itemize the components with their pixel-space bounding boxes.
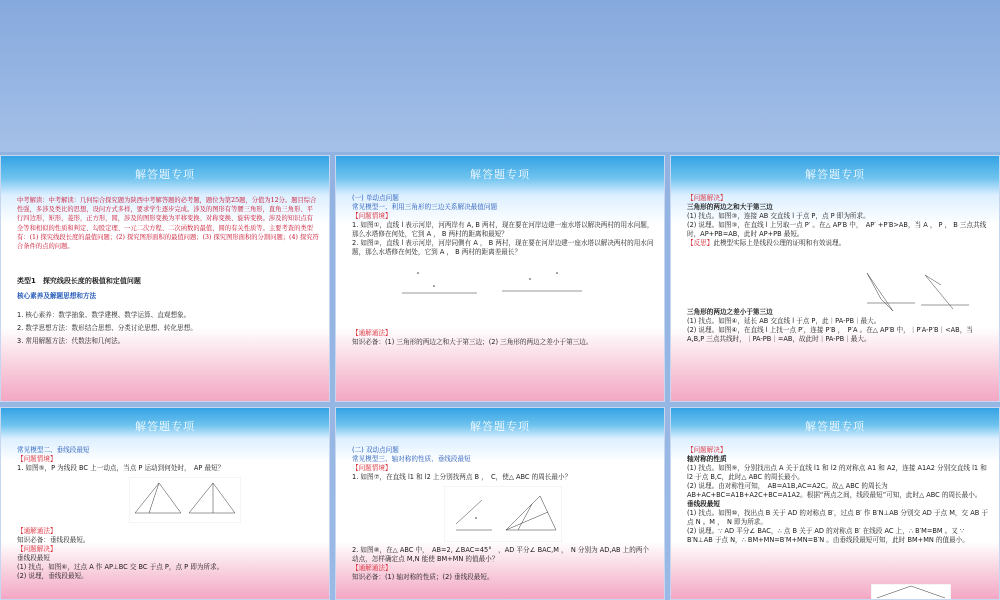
situation-label: 【问题情境】 — [17, 455, 57, 463]
model-heading: 常见模型三、轴对称的性质、垂线段最短 — [352, 455, 471, 463]
subheading: 三角形的两边之和大于第三边 — [687, 203, 773, 211]
figure-5-6 — [129, 477, 241, 523]
paragraph: (2) 说理。∵ AD 平分∠ BAC，∴ 点 B 关于 AD 的对称点 B′ 在线段 AC 上，∴ B′M=BM 。又 ∵ B′N⊥AB 于点 N，∴ BM+MN=B′M+MN=B′N 。由垂线段最短可知，此时 BM+MN 的值最小。 — [687, 527, 969, 544]
paragraph: (1) 找点。如图⑩，找出点 B 关于 AD 的对称点 B′，过点 B′ 作 B′N⊥AB 分别交 AD 于点 M，交 AB 于点 N 。M ， N 即为所求。 — [687, 509, 988, 526]
slide-thumbnail-2[interactable] — [335, 155, 665, 402]
subheading: 轴对称的性质 — [687, 455, 727, 463]
paragraph: (1) 找点。如图④，延长 AB 交直线 l 于点 P，此｜PA-PB｜最大。 — [687, 317, 881, 325]
figure-7-8 — [444, 486, 562, 542]
solve-label: 【问题解决】 — [687, 194, 727, 202]
paragraph: (2) 说理，垂线段最短。 — [17, 572, 88, 580]
slide-title: 解答题专项 — [470, 168, 530, 181]
top-backdrop — [0, 0, 1000, 152]
slide-thumbnail-5[interactable] — [335, 407, 665, 600]
question-1: 1. 如图⑦，在直线 l1 和 l2 上分别找两点 B ， C，使△ ABC 的周长最小？ — [352, 473, 572, 481]
method-text: 知识必备：垂线段最短。 — [17, 536, 90, 544]
method-text: 知识必备：(1) 三角形的两边之和大于第三边；(2) 三角形的两边之差小于第三边。 — [352, 338, 593, 346]
slide-thumbnail-1[interactable] — [0, 155, 330, 402]
question-1: 1. 如图⑤，P 为线段 BC 上一动点，当点 P 运动到何处时， AP 最短？ — [17, 464, 225, 472]
question-2: 2. 如图②，直线 l 表示河岸，河岸同侧有 A ， B 两村，现在要在河岸边建一座水塔以解决两村的用水问题，那么水塔修在何处，它到 A ， B 两村的距离差最长？ — [352, 239, 654, 256]
paragraph: (1) 找点，如图⑥，过点 A 作 AP⊥BC 交 BC 于点 P，点 P 即为所求。 — [17, 563, 224, 571]
slide-thumbnail-3[interactable] — [670, 155, 1000, 402]
method-label: 【通解通法】 — [352, 329, 392, 337]
figure-1-2 — [352, 261, 652, 303]
list-item: 3. 常用解题方法：代数法和几何法。 — [17, 337, 125, 346]
paragraph: (2) 说理。如图③，在直线 l 上另取一点 P′ 。在△ AP′B 中， AP′ +P′B>AB，当 A ， P ， B 三点共线时，AP+PB=AB，此时 AP+PB 最短。 — [687, 221, 987, 238]
reflect-label: 【反思】 — [687, 239, 714, 247]
slide-title: 解答题专项 — [135, 420, 195, 433]
slide-thumbnail-4[interactable] — [0, 407, 330, 600]
method-text: 知识必备：(1) 轴对称的性质；(2) 垂线段最短。 — [352, 573, 494, 581]
slide-thumbnail-6[interactable] — [670, 407, 1000, 600]
list-item: 2. 数学思想方法：数形结合思想、分类讨论思想、转化思想。 — [17, 324, 197, 333]
paragraph: (2) 说理。如图④，在直线 l 上找一点 P′，连接 P′B ， P′A 。在△ AP′B 中，｜P′A-P′B｜<AB，当 A,B,P 三点共线时，｜PA-PB｜=AB，故此时｜PA-PB｜最大。 — [687, 326, 973, 343]
slide-title: 解答题专项 — [470, 420, 530, 433]
model-heading: 常见模型一、利用三角形的三边关系解决最值问题 — [352, 203, 498, 211]
situation-label: 【问题情境】 — [352, 212, 392, 220]
paragraph: (1) 找点。如图⑨，分别找出点 A 关于直线 l1 和 l2 的对称点 A1 和 A2，连接 A1A2 分别交直线 l1 和 l2 于点 B,C，此时△ ABC 的周长最小。 — [687, 464, 987, 481]
subheading: 垂线段最短 — [17, 554, 50, 562]
section-heading: (一) 单动点问题 — [352, 194, 399, 202]
reflect-text: 此模型实际上是线段公理的证明和有效说理。 — [713, 239, 846, 247]
question-1: 1. 如图①，直线 l 表示河岸，河两岸有 A, B 两村，现在要在河岸边建一座水塔以解决两村的用水问题，那么水塔修在何处，它到 A ， B 两村的距离和最短？ — [352, 221, 654, 238]
section-heading: (二) 双动点问题 — [352, 446, 399, 454]
solve-label: 【问题解决】 — [687, 446, 727, 454]
slide-title: 解答题专项 — [135, 168, 195, 181]
solve-label: 【问题解决】 — [17, 545, 57, 553]
subheading: 垂线段最短 — [687, 500, 720, 508]
slide-title: 解答题专项 — [805, 168, 865, 181]
situation-label: 【问题情境】 — [352, 464, 392, 472]
list-item: 1. 核心素养：数学抽象、数学建模、数学运算、直观想象。 — [17, 311, 191, 320]
method-label: 【通解通法】 — [352, 564, 392, 572]
question-2: 2. 如图⑧，在△ ABC 中， AB=2, ∠BAC=45° ，AD 平分∠ BAC,M ， N 分别为 AD,AB 上的两个动点，怎样确定点 M,N 能使 BM+MN 的值最小？ — [352, 546, 649, 563]
paragraph: (2) 说理。由对称性可知， AB=A1B,AC=A2C。故△ ABC 的周长为 AB+AC+BC=A1B+A2C+BC=A1A2。根据“两点之间，线段最短”可知，此时△ ABC 的周长最小。 — [687, 482, 982, 499]
figure-10 — [871, 584, 951, 600]
type-heading: 类型1 探究线段长度的极值和定值问题 — [17, 277, 141, 286]
exam-intro-text: 中考解读：中考解读：几何综合探究题为陕西中考解答题的必考题，题位为第25题，分值为12分。题目综合性强，多涉及类比的思想，设问方式多样，要求学生逐步完成。涉及的图形有等腰三角形，直角三角形、平行四边形，矩形，菱形，正方形，圆，涉及的图形变换为平移变换、对称变换、旋转变换。涉及的知识点有全等和相似的性质和判定、勾股定理、一元二次方程、二次函数的最值，圆的有关性质等。主要考查的类型有：(1) 探究线段长度的最值问题；(2) 探究图形面积的最值问题；(3) 探究图形面积的分割问题；(4) 探究符合条件的点的问题。 — [17, 197, 319, 251]
slide-title: 解答题专项 — [805, 420, 865, 433]
core-heading: 核心素养及解题思想和方法 — [17, 292, 97, 301]
paragraph: (1) 找点。如图③，连接 AB 交直线 l 于点 P，点 P 即为所求。 — [687, 212, 870, 220]
method-label: 【通解通法】 — [17, 527, 57, 535]
subheading: 三角形的两边之差小于第三边 — [687, 308, 773, 316]
model-heading: 常见模型二、垂线段最短 — [17, 446, 90, 454]
